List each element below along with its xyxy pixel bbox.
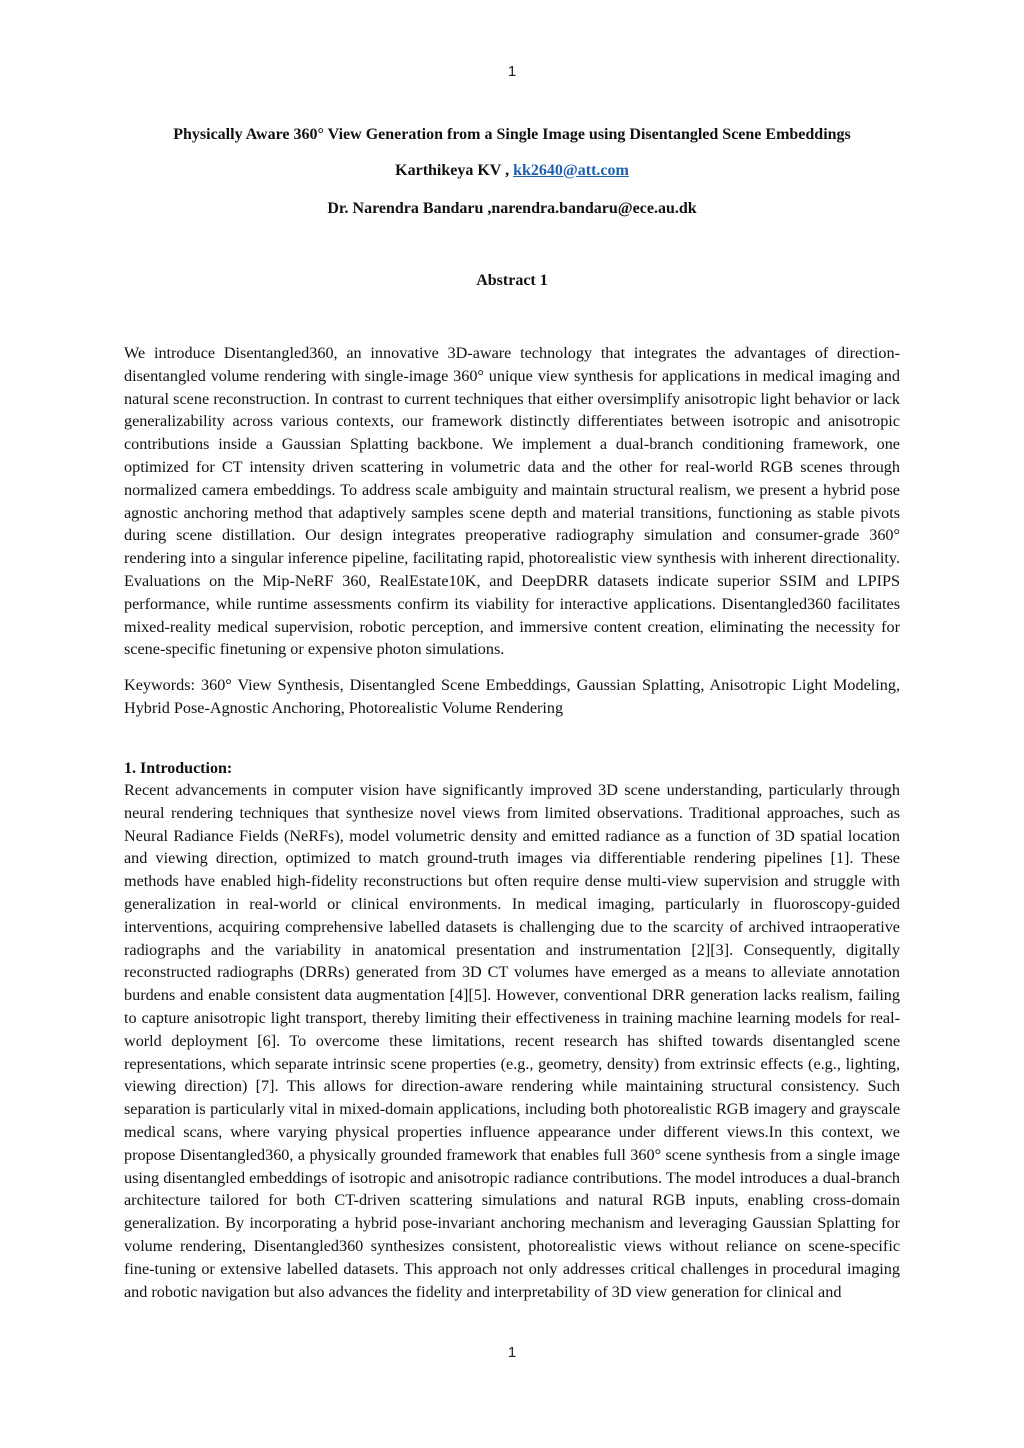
abstract-heading: Abstract 1 (476, 272, 548, 289)
introduction-paragraph: Recent advancements in computer vision have significantly improved 3D scene understanding, particularly through neural rendering techniques that synthesize novel views from limited observations. Traditional approaches, such as Neural Radiance Fields (NeRFs), model volumetric density and emitted radiance as a function of 3D spatial location and viewing direction, optimized to match ground-truth images via differentiable rendering pipelines [1]. These methods have enabled high-fidelity reconstructions but often require dense multi-view supervision and struggle with generalization in real-world or clinical environments. In medical imaging, particularly in fluoroscopy-guided interventions, acquiring comprehensive labelled datasets is challenging due to the scarcity of archived intraoperative radiographs and the variability in anatomical presentation and instrumentation [2][3]. Consequently, digitally reconstructed radiographs (DRRs) generated from 3D CT volumes have emerged as a means to alleviate annotation burdens and enable consistent data augmentation [4][5]. However, conventional DRR generation lacks realism, failing to capture anisotropic light transport, thereby limiting their effectiveness in training machine learning models for real-world deployment [6]. To overcome these limitations, recent research has shifted towards disentangled scene representations, which separate intrinsic scene properties (e.g., geometry, density) from extrinsic effects (e.g., lighting, viewing direction) [7]. This allows for direction-aware rendering while maintaining structural consistency. Such separation is particularly vital in mixed-domain applications, including both photorealistic RGB imagery and grayscale medical scans, where varying physical properties influence appearance under different views.In this context, we propose Disentangled360, a physically grounded framework that enables full 360° scene synthesis from a single image using disentangled embeddings of isotropic and anisotropic radiance contributions. The model introduces a dual-branch architecture tailored for both CT-driven scattering simulations and natural RGB inputs, enabling cross-domain generalization. By incorporating a hybrid pose-invariant anchoring mechanism and leveraging Gaussian Splatting for volume rendering, Disentangled360 synthesizes consistent, photorealistic views without reliance on scene-specific fine-tuning or extensive labelled datasets. This approach not only addresses critical challenges in procedural imaging and robotic navigation but also advances the fidelity and interpretability of 3D view generation for clinical and (124, 781, 900, 1301)
author-1-name: Karthikeya KV , (395, 162, 514, 179)
author-1-email-link[interactable]: kk2640@att.com (513, 162, 629, 179)
author-line-1 (0, 161, 1024, 181)
author-line-2: Dr. Narendra Bandaru ,narendra.bandaru@ece.au.dk (327, 200, 697, 217)
paper-title: Physically Aware 360° View Generation from a Single Image using Disentangled Scene Embeddings (173, 126, 851, 143)
page-number-top: 1 (507, 63, 517, 80)
page-number-bottom: 1 (507, 1344, 517, 1361)
introduction-heading: 1. Introduction: (124, 760, 233, 777)
keywords-paragraph: Keywords: 360° View Synthesis, Disentangled Scene Embeddings, Gaussian Splatting, Anisotropic Light Modeling, Hybrid Pose-Agnostic Anchoring, Photorealistic Volume Rendering (124, 676, 900, 717)
abstract-paragraph: We introduce Disentangled360, an innovative 3D-aware technology that integrates the advantages of direction-disentangled volume rendering with single-image 360° unique view synthesis for applications in medical imaging and natural scene reconstruction. In contrast to current techniques that either oversimplify anisotropic light behavior or lack generalizability across various contexts, our framework distinctly differentiates between isotropic and anisotropic contributions inside a Gaussian Splatting backbone. We implement a dual-branch conditioning framework, one optimized for CT intensity driven scattering in volumetric data and the other for real-world RGB scenes through normalized camera embeddings. To address scale ambiguity and maintain structural realism, we present a hybrid pose agnostic anchoring method that adaptively samples scene depth and material transitions, functioning as stable pivots during scene distillation. Our design integrates preoperative radiography simulation and consumer-grade 360° rendering into a singular inference pipeline, facilitating rapid, photorealistic view synthesis with inherent directionality. Evaluations on the Mip-NeRF 360, RealEstate10K, and DeepDRR datasets indicate superior SSIM and LPIPS performance, while runtime assessments confirm its viability for interactive applications. Disentangled360 facilitates mixed-reality medical supervision, robotic perception, and immersive content creation, eliminating the necessity for scene-specific finetuning or expensive photon simulations. (124, 344, 900, 659)
